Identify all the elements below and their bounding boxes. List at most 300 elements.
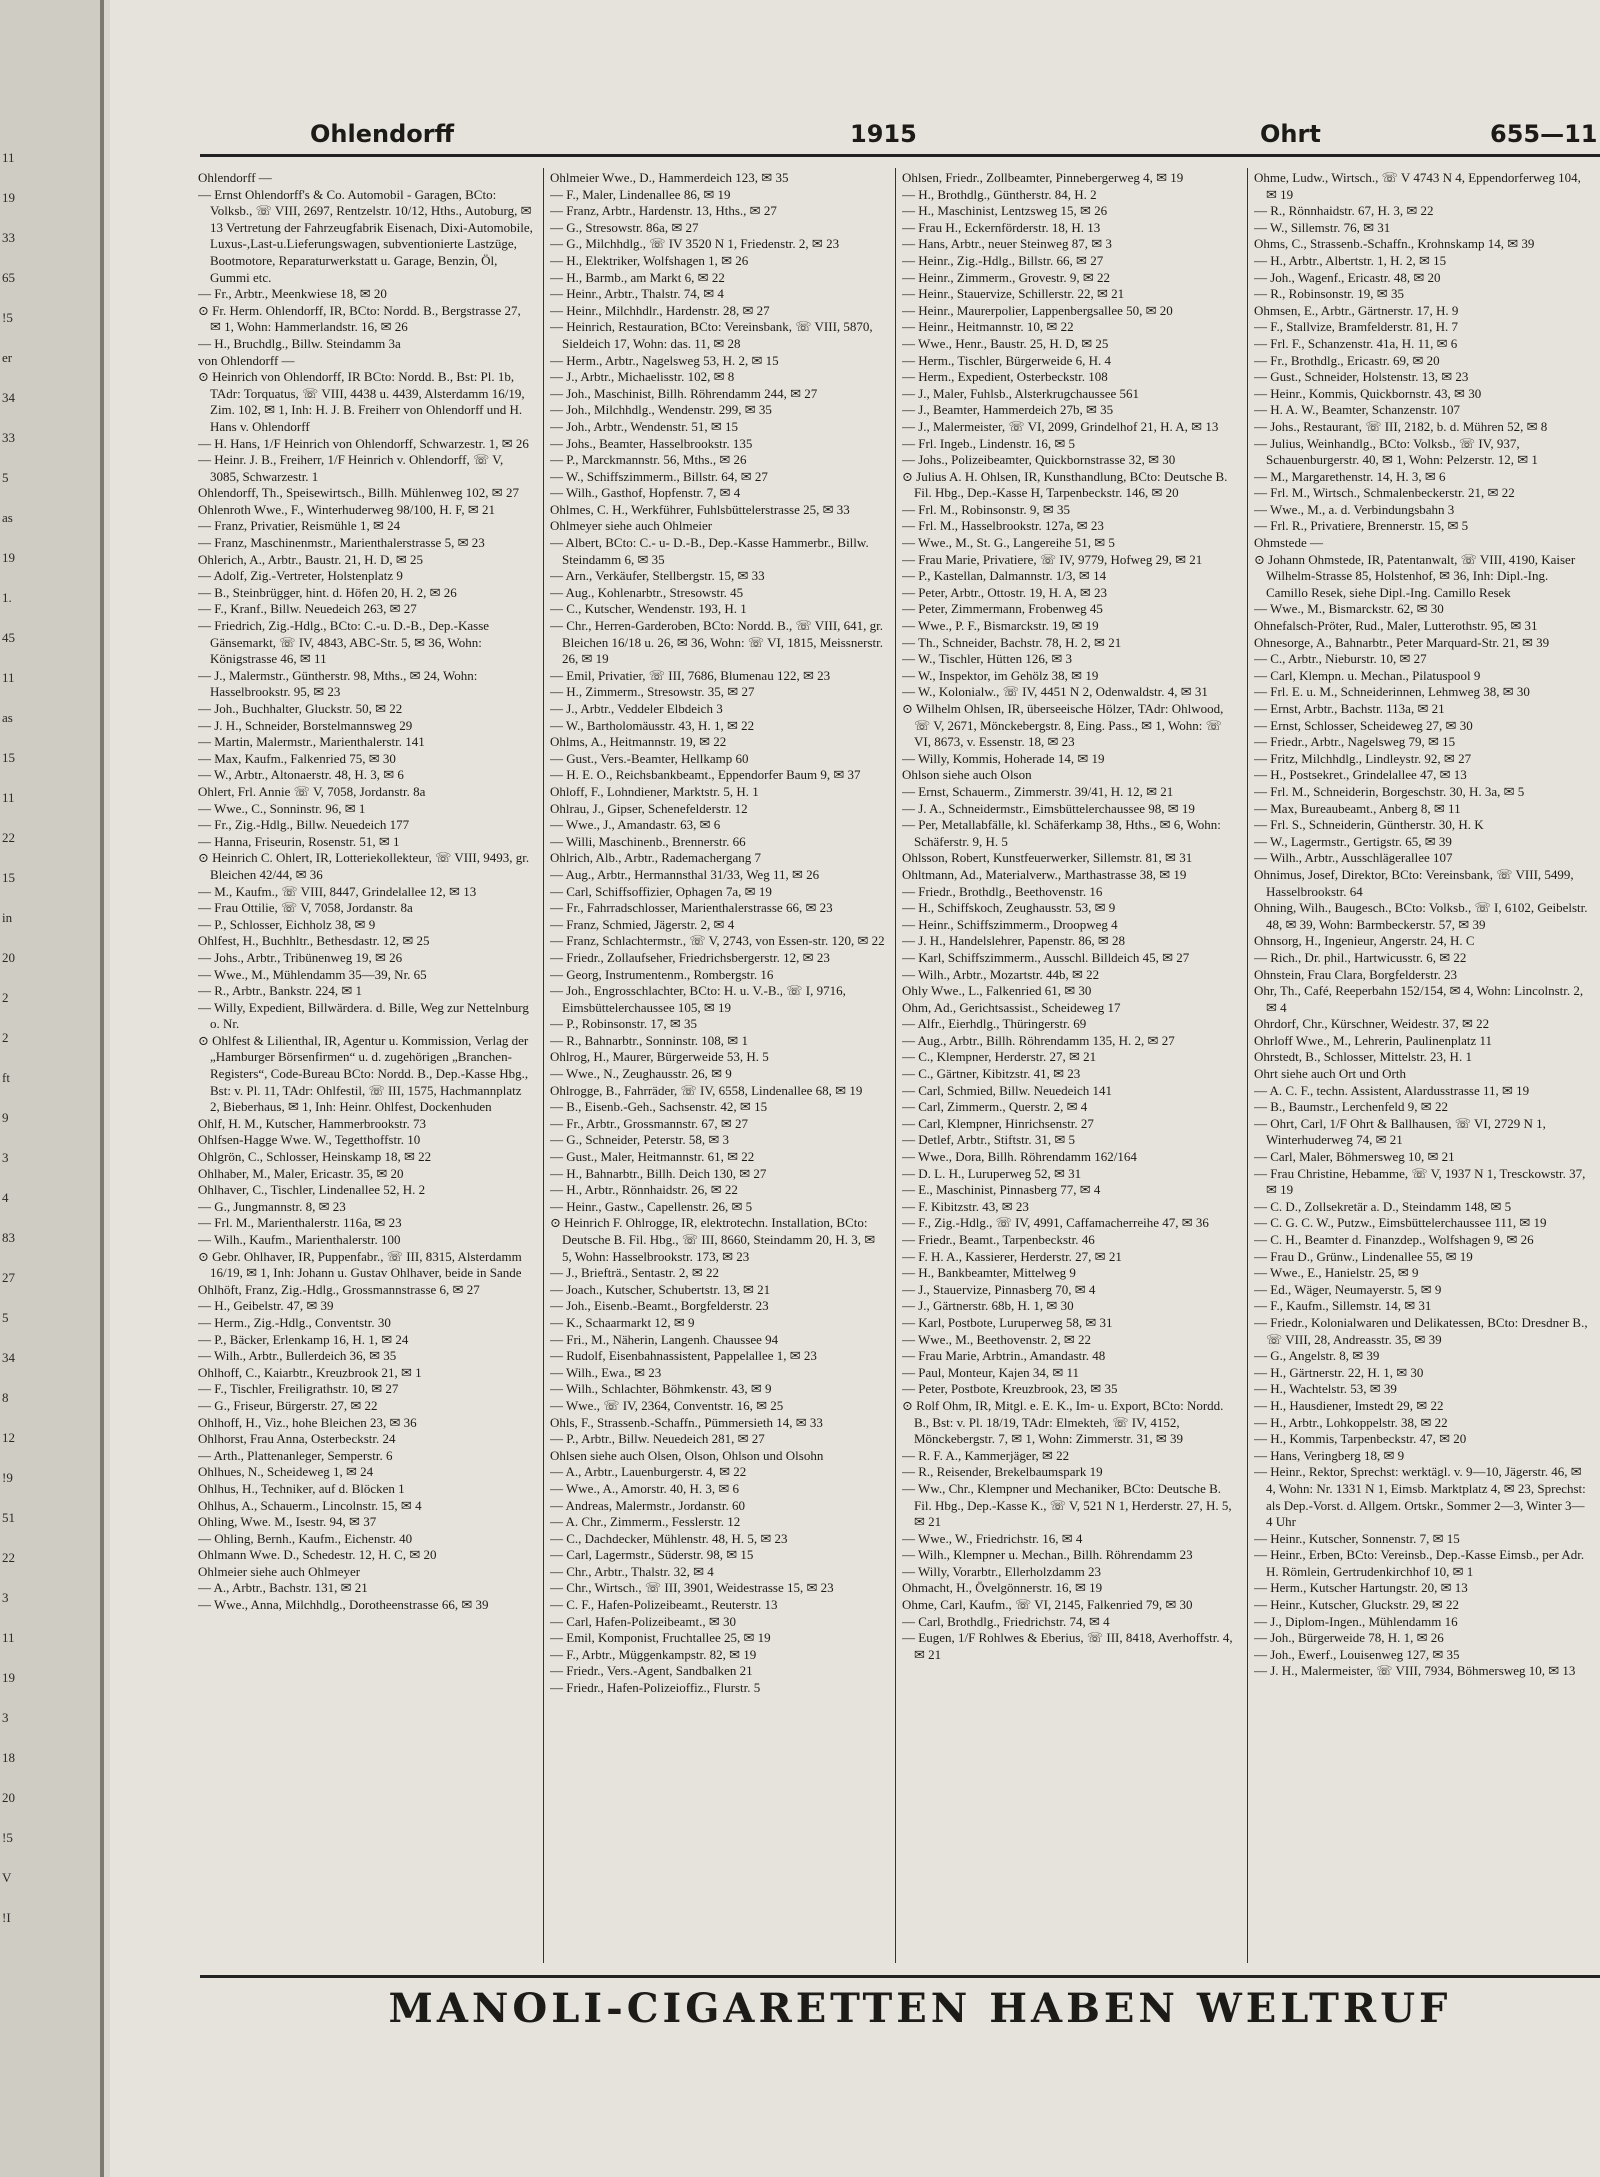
directory-entry: — H., Elektriker, Wolfshagen 1, ✉ 26 (550, 252, 749, 268)
column-3 (902, 170, 1238, 1970)
directory-entry: Ohmstede — (1254, 535, 1323, 551)
directory-entry: — Arth., Plattenanleger, Semperstr. 6 (198, 1447, 393, 1463)
directory-entry: — Heinr., Kutscher, Gluckstr. 29, ✉ 22 (1254, 1597, 1459, 1613)
directory-entry: — Hans, Arbtr., neuer Steinweg 87, ✉ 3 (902, 236, 1112, 252)
margin-fragment: 15 (2, 870, 15, 885)
directory-entry: Ohlhöft, Franz, Zig.-Hdlg., Grossmannstrasse 6, ✉ 27 (198, 1281, 480, 1297)
directory-entry: — J., Maler, Fuhlsb., Alsterkrugchaussee 561 (902, 385, 1140, 401)
directory-entry: — Andreas, Malermstr., Jordanstr. 60 (550, 1497, 745, 1513)
directory-entry: — H., Arbtr., Lohkoppelstr. 38, ✉ 22 (1254, 1414, 1448, 1430)
directory-entry: — Fri., M., Näherin, Langenh. Chaussee 94 (550, 1331, 779, 1347)
margin-fragment: 8 (2, 1390, 9, 1405)
directory-entry: — Frau Marie, Arbtrin., Amandastr. 48 (902, 1348, 1106, 1364)
directory-entry: — Carl, Brothdlg., Friedrichstr. 74, ✉ 4 (902, 1613, 1110, 1629)
directory-entry: Ohnefalsch-Pröter, Rud., Maler, Lutterothstr. 95, ✉ 31 (1254, 618, 1538, 634)
directory-entry: — Johs., Arbtr., Tribünenweg 19, ✉ 26 (198, 949, 403, 965)
directory-entry: — Max, Kaufm., Falkenried 75, ✉ 30 (198, 750, 396, 766)
directory-entry: — Heinr., Gastw., Capellenstr. 26, ✉ 5 (550, 1198, 753, 1214)
margin-fragment: er (2, 350, 13, 365)
directory-entry: — Wwe., W., Friedrichstr. 16, ✉ 4 (902, 1530, 1083, 1546)
directory-entry: Ohnstein, Frau Clara, Borgfelderstr. 23 (1254, 966, 1458, 982)
directory-entry: Ohlf, H. M., Kutscher, Hammerbrookstr. 73 (198, 1115, 427, 1131)
directory-entry: — Albert, BCto: C.- u- D.-B., Dep.-Kasse Hammerbr., Billw. Steindamm 6, ✉ 35 (550, 535, 869, 567)
directory-entry: — Ww., Chr., Klempner und Mechaniker, BCto: Deutsche B. Fil. Hbg., Dep.-Kasse K., ☏ V, 521 N 1, Herderstr. 27, H. 5, ✉ 21 (902, 1480, 1232, 1530)
directory-entry: — Johs., Beamter, Hasselbrookstr. 135 (550, 435, 753, 451)
directory-entry: — Heinr., Kommis, Quickbornstr. 43, ✉ 30 (1254, 385, 1482, 401)
directory-entry: — Joh., Maschinist, Billh. Röhrendamm 244, ✉ 27 (550, 385, 818, 401)
directory-entry: — J., Diplom-Ingen., Mühlendamm 16 (1254, 1613, 1458, 1629)
directory-entry: — Frl. S., Schneiderin, Güntherstr. 30, H. K (1254, 817, 1484, 833)
directory-entry: Ohrstedt, B., Schlosser, Mittelstr. 23, H. 1 (1254, 1049, 1472, 1065)
directory-entry: — Frl. M., Schneiderin, Borgeschstr. 30, H. 3a, ✉ 5 (1254, 783, 1525, 799)
directory-entry: — R., Arbtr., Bankstr. 224, ✉ 1 (198, 983, 363, 999)
directory-entry: — M., Kaufm., ☏ VIII, 8447, Grindelallee 12, ✉ 13 (198, 883, 477, 899)
directory-entry: Ohlmeier Wwe., D., Hammerdeich 123, ✉ 35 (550, 170, 789, 185)
margin-fragment: 12 (2, 1430, 15, 1445)
directory-entry: — Rich., Dr. phil., Hartwicusstr. 6, ✉ 22 (1254, 949, 1467, 965)
directory-entry: — Joh., Arbtr., Wendenstr. 51, ✉ 15 (550, 418, 738, 434)
directory-entry: — J., Gärtnerstr. 68b, H. 1, ✉ 30 (902, 1298, 1074, 1314)
directory-entry: — H. E. O., Reichsbankbeamt., Eppendorfer Baum 9, ✉ 37 (550, 767, 861, 783)
directory-entry: — Franz, Schmied, Jägerstr. 2, ✉ 4 (550, 916, 735, 932)
directory-entry: — H. Hans, 1/F Heinrich von Ohlendorff, Schwarzestr. 1, ✉ 26 (198, 435, 529, 451)
directory-entry: — Chr., Herren-Garderoben, BCto: Nordd. B., ☏ VIII, 641, gr. Bleichen 16/18 u. 26, ✉ 36, Wohn: ☏ VI, 1815, Meissnerstr. 26, ✉ 19 (550, 618, 884, 667)
margin-fragment: 15 (2, 750, 15, 765)
directory-entry: — P., Schlosser, Eichholz 38, ✉ 9 (198, 916, 376, 932)
directory-entry: — B., Eisenb.-Geh., Sachsenstr. 42, ✉ 15 (550, 1099, 768, 1115)
directory-entry: — Frau D., Grünw., Lindenallee 55, ✉ 19 (1254, 1248, 1473, 1264)
directory-entry: — Carl, Schmied, Billw. Neuedeich 141 (902, 1082, 1113, 1098)
directory-entry: — Gust., Maler, Heitmannstr. 61, ✉ 22 (550, 1149, 755, 1165)
directory-entry: — Friedr., Hafen-Polizeioffiz., Flurstr. 5 (550, 1680, 761, 1696)
directory-entry: — W., Lagermstr., Gertigstr. 65, ✉ 39 (1254, 833, 1452, 849)
directory-entry: — Frl. Ingeb., Lindenstr. 16, ✉ 5 (902, 435, 1076, 451)
directory-entry: — Frau Ottilie, ☏ V, 7058, Jordanstr. 8a (198, 900, 413, 916)
margin-fragment: V (2, 1870, 12, 1885)
directory-entry: — H., Hausdiener, Imstedt 29, ✉ 22 (1254, 1397, 1444, 1413)
directory-entry: — Carl, Zimmerm., Querstr. 2, ✉ 4 (902, 1099, 1088, 1115)
directory-entry: — Herm., Tischler, Bürgerweide 6, H. 4 (902, 352, 1112, 368)
directory-entry: Ohrdorf, Chr., Kürschner, Weidestr. 37, ✉ 22 (1254, 1016, 1490, 1032)
directory-entry: Ohlfsen-Hagge Wwe. W., Tegetthoffstr. 10 (198, 1132, 421, 1148)
directory-entry: — Johs., Restaurant, ☏ III, 2182, b. d. Mühren 52, ✉ 8 (1254, 418, 1548, 434)
directory-entry: — R., Reisender, Brekelbaumspark 19 (902, 1464, 1103, 1480)
column-1 (198, 170, 534, 1970)
directory-entry: — H., Bahnarbtr., Billh. Deich 130, ✉ 27 (550, 1165, 767, 1181)
directory-page (110, 0, 1600, 2177)
directory-entry: ⊙ Wilhelm Ohlsen, IR, überseeische Hölzer, TAdr: Ohlwood, ☏ V, 2671, Mönckebergstr. 8, Eing. Pass., ✉ 1, Wohn: ☏ VI, 8673, v. Essenstr. 18, ✉ 23 (902, 701, 1224, 750)
directory-entry: — H., Geibelstr. 47, ✉ 39 (198, 1298, 334, 1314)
directory-entry: ⊙ Heinrich C. Ohlert, IR, Lotteriekollekteur, ☏ VIII, 9493, gr. Bleichen 42/44, ✉ 36 (198, 850, 530, 882)
directory-entry: — G., Angelstr. 8, ✉ 39 (1254, 1348, 1380, 1364)
directory-entry: — Emil, Privatier, ☏ III, 7686, Blumenau 122, ✉ 23 (550, 667, 831, 683)
directory-entry: — F., Kaufm., Sillemstr. 14, ✉ 31 (1254, 1298, 1432, 1314)
directory-entry: — C., Kutscher, Wendenstr. 193, H. 1 (550, 601, 747, 617)
directory-entry: Ohlendorff — (198, 170, 272, 185)
directory-entry: — F., Zig.-Hdlg., ☏ IV, 4991, Caffamacherreihe 47, ✉ 36 (902, 1215, 1209, 1231)
directory-entry: — Chr., Wirtsch., ☏ III, 3901, Weidestrasse 15, ✉ 23 (550, 1580, 834, 1596)
directory-entry: Ohlmann Wwe. D., Schedestr. 12, H. C, ✉ 20 (198, 1547, 437, 1563)
directory-entry: — Ed., Wäger, Neumayerstr. 5, ✉ 9 (1254, 1281, 1442, 1297)
directory-entry: — Friedr., Vers.-Agent, Sandbalken 21 (550, 1663, 753, 1679)
directory-entry: — Franz, Schlachtermstr., ☏ V, 2743, von Essen-str. 120, ✉ 22 (550, 933, 885, 949)
margin-fragment: 34 (2, 390, 15, 405)
directory-entry: — Ernst, Arbtr., Bachstr. 113a, ✉ 21 (1254, 701, 1445, 716)
directory-entry: — Heinr. J. B., Freiherr, 1/F Heinrich v. Ohlendorff, ☏ V, 3085, Schwarzestr. 1 (198, 452, 504, 484)
directory-entry: Ohlhoff, H., Viz., hohe Bleichen 23, ✉ 36 (198, 1414, 417, 1430)
directory-entry: — Fr., Fahrradschlosser, Marienthalerstrasse 66, ✉ 23 (550, 900, 833, 916)
directory-entry: — Wilh., Schlachter, Böhmkenstr. 43, ✉ 9 (550, 1381, 772, 1397)
directory-entry: — D. L. H., Luruperweg 52, ✉ 31 (902, 1165, 1082, 1181)
directory-entry: — J. A., Schneidermstr., Eimsbüttelerchaussee 98, ✉ 19 (902, 800, 1195, 816)
directory-entry: — J. H., Schneider, Borstelmannsweg 29 (198, 717, 413, 733)
margin-fragment: 33 (2, 430, 15, 445)
directory-entry: Ohlhues, N., Scheideweg 1, ✉ 24 (198, 1464, 374, 1480)
margin-fragment: 9 (2, 1110, 9, 1125)
directory-entry: — Detlef, Arbtr., Stiftstr. 31, ✉ 5 (902, 1132, 1076, 1148)
directory-entry: — A. Chr., Zimmerm., Fesslerstr. 12 (550, 1514, 741, 1530)
directory-entry: — Heinr., Kutscher, Sonnenstr. 7, ✉ 15 (1254, 1530, 1460, 1546)
directory-entry: Ohlrogge, B., Fahrräder, ☏ IV, 6558, Lindenallee 68, ✉ 19 (550, 1082, 863, 1098)
margin-fragment: 22 (2, 1550, 15, 1565)
directory-entry: — Emil, Komponist, Fruchtallee 25, ✉ 19 (550, 1630, 771, 1646)
directory-entry: — Wilh., Klempner u. Mechan., Billh. Röhrendamm 23 (902, 1547, 1193, 1563)
directory-entry: — C., Klempner, Herderstr. 27, ✉ 21 (902, 1049, 1097, 1065)
directory-entry: — Fr., Zig.-Hdlg., Billw. Neuedeich 177 (198, 817, 410, 833)
directory-entry: — Wwe., Henr., Baustr. 25, H. D, ✉ 25 (902, 335, 1109, 351)
directory-entry: — B., Baumstr., Lerchenfeld 9, ✉ 22 (1254, 1099, 1448, 1115)
directory-entry: — G., Milchhdlg., ☏ IV 3520 N 1, Friedenstr. 2, ✉ 23 (550, 236, 840, 252)
directory-entry: — Friedr., Beamt., Tarpenbeckstr. 46 (902, 1232, 1095, 1247)
directory-entry: — Fr., Arbtr., Meenkwiese 18, ✉ 20 (198, 286, 387, 302)
directory-entry: — Aug., Arbtr., Hermannsthal 31/33, Weg 11, ✉ 26 (550, 866, 820, 882)
directory-entry: — P., Marckmannstr. 56, Mths., ✉ 26 (550, 452, 747, 468)
directory-entry: — Joach., Kutscher, Schubertstr. 13, ✉ 21 (550, 1281, 771, 1297)
directory-entry: Ohmacht, H., Övelgönnerstr. 16, ✉ 19 (902, 1580, 1103, 1596)
margin-fragment: 11 (2, 790, 15, 805)
directory-entry: — G., Friseur, Bürgerstr. 27, ✉ 22 (198, 1397, 378, 1413)
directory-entry: — H., Wachtelstr. 53, ✉ 39 (1254, 1381, 1397, 1397)
directory-entry: Ohlms, A., Heitmannstr. 19, ✉ 22 (550, 734, 727, 750)
directory-entry: — Wwe., M., Bismarckstr. 62, ✉ 30 (1254, 601, 1444, 617)
directory-entry: Ohlhus, A., Schauerm., Lincolnstr. 15, ✉ 4 (198, 1497, 422, 1513)
margin-fragment: 20 (2, 950, 15, 965)
directory-entry: Ohlhoff, C., Kaiarbtr., Kreuzbrook 21, ✉ 1 (198, 1364, 422, 1380)
directory-entry: — Wwe., P. F., Bismarckstr. 19, ✉ 19 (902, 618, 1099, 634)
directory-entry: Ohlrich, Alb., Arbtr., Rademachergang 7 (550, 850, 761, 866)
directory-entry: Ohm, Ad., Gerichtsassist., Scheideweg 17 (902, 999, 1121, 1015)
directory-entry: — K., Schaarmarkt 12, ✉ 9 (550, 1314, 695, 1330)
margin-fragment: 11 (2, 150, 15, 165)
directory-entry: — Carl, Lagermstr., Süderstr. 98, ✉ 15 (550, 1547, 754, 1563)
directory-entry: — Joh., Ewerf., Louisenweg 127, ✉ 35 (1254, 1646, 1460, 1662)
directory-entry: — Heinr., Zimmerm., Grovestr. 9, ✉ 22 (902, 269, 1111, 285)
directory-entry: — Franz, Arbtr., Hardenstr. 13, Hths., ✉ 27 (550, 203, 777, 219)
directory-entry: Ohlerich, A., Arbtr., Baustr. 21, H. D, ✉ 25 (198, 551, 424, 567)
margin-fragment: 27 (2, 1270, 15, 1285)
directory-entry: — W., Tischler, Hütten 126, ✉ 3 (902, 651, 1072, 667)
directory-entry: — W., Inspektor, im Gehölz 38, ✉ 19 (902, 667, 1099, 683)
bottom-rule (200, 1975, 1600, 1978)
directory-entry: — Heinr., Heitmannstr. 10, ✉ 22 (902, 319, 1074, 335)
directory-entry: — Karl, Postbote, Luruperweg 58, ✉ 31 (902, 1314, 1113, 1330)
directory-entry: — Heinr., Rektor, Sprechst: werktägl. v. 9—10, Jägerstr. 46, ✉ 4, Wohn: Nr. 1331 N 1, Eimsb. Marktplatz 4, ✉ 23, Sprechst: als Dep.-Vorst. d. Allgem. Ortskr., Sommer 2—3, Winter 3—4 Uhr (1254, 1464, 1586, 1530)
directory-entry: — Frl. M., Hasselbrookstr. 127a, ✉ 23 (902, 518, 1104, 534)
directory-entry: ⊙ Heinrich F. Ohlrogge, IR, elektrotechn. Installation, BCto: Deutsche B. Fil. Hbg., ☏ III, 8660, Steindamm 20, H. 3, ✉ 5, Wohn: Hasselbrookstr. 173, ✉ 23 (550, 1215, 876, 1264)
directory-entry: — Herm., Expedient, Osterbeckstr. 108 (902, 369, 1108, 385)
directory-entry: — J. H., Handelslehrer, Papenstr. 86, ✉ 28 (902, 933, 1126, 949)
directory-entry: — Willy, Kommis, Hoherade 14, ✉ 19 (902, 750, 1105, 766)
margin-fragment: 19 (2, 550, 15, 565)
directory-entry: Ohnesorge, A., Bahnarbtr., Peter Marquard-Str. 21, ✉ 39 (1254, 634, 1550, 650)
directory-entry: — Wwe., M., a. d. Verbindungsbahn 3 (1254, 501, 1455, 517)
margin-fragment: 20 (2, 1790, 15, 1805)
directory-entry: Ohme, Ludw., Wirtsch., ☏ V 4743 N 4, Eppendorferweg 104, ✉ 19 (1254, 170, 1581, 202)
directory-entry: Ohlenroth Wwe., F., Winterhuderweg 98/100, H. F, ✉ 21 (198, 501, 496, 517)
directory-entry: — Eugen, 1/F Rohlwes & Eberius, ☏ III, 8418, Averhoffstr. 4, ✉ 21 (902, 1630, 1233, 1662)
directory-entry: — Fritz, Milchhdlg., Lindleystr. 92, ✉ 27 (1254, 750, 1472, 766)
directory-entry: Ohlmeier siehe auch Ohlmeyer (198, 1563, 361, 1579)
margin-fragment: 83 (2, 1230, 15, 1245)
directory-entry: — Joh., Milchhdlg., Wendenstr. 299, ✉ 35 (550, 402, 772, 418)
directory-entry: — Wilh., Kaufm., Marienthalerstr. 100 (198, 1232, 401, 1247)
directory-entry: Ohlgrön, C., Schlosser, Heinskamp 18, ✉ 22 (198, 1149, 432, 1165)
directory-entry: — Friedrich, Zig.-Hdlg., BCto: C.-u. D.-B., Dep.-Kasse Gänsemarkt, ☏ IV, 4843, ABC-Str. 5, ✉ 36, Wohn: Königstrasse 46, ✉ 11 (198, 618, 490, 667)
margin-fragment: 22 (2, 830, 15, 845)
margin-fragment: 34 (2, 1350, 15, 1365)
directory-entry: — Ernst Ohlendorff's & Co. Automobil - Garagen, BCto: Volksb., ☏ VIII, 2697, Rentzelstr. 10/12, Hths., Autoburg, ✉ 13 Vertretung der Fahrzeugfabrik Eisenach, Dixi-Automobile, Luxus-,Last-u.Lieferungswagen, subventionierte Lastzüge, Bootmotore, Reparaturwerkstatt u. Garage, Benzin, Öl, Gummi etc. (198, 186, 533, 285)
directory-entry: — J., Briefträ., Sentastr. 2, ✉ 22 (550, 1265, 720, 1281)
directory-entry: — Ernst, Schlosser, Scheideweg 27, ✉ 30 (1254, 717, 1473, 733)
directory-entry: Ohlert, Frl. Annie ☏ V, 7058, Jordanstr. 8a (198, 783, 426, 799)
directory-entry: — Frl. F., Schanzenstr. 41a, H. 11, ✉ 6 (1254, 335, 1458, 351)
directory-entry: — J., Malermstr., Güntherstr. 98, Mths., ✉ 24, Wohn: Hasselbrookstr. 95, ✉ 23 (198, 667, 478, 700)
directory-entry: — Ohling, Bernh., Kaufm., Eichenstr. 40 (198, 1530, 413, 1546)
directory-entry: — H., Gärtnerstr. 22, H. 1, ✉ 30 (1254, 1364, 1424, 1380)
directory-entry: — Heinr., Erben, BCto: Vereinsb., Dep.-Kasse Eimsb., per Adr. H. Römlein, Gertrudenkirchhof 10, ✉ 1 (1254, 1547, 1585, 1579)
directory-entry: Ohloff, F., Lohndiener, Marktstr. 5, H. 1 (550, 783, 759, 799)
margin-fragment: ft (2, 1070, 10, 1085)
directory-entry: ⊙ Heinrich von Ohlendorff, IR BCto: Nordd. B., Bst: Pl. 1b, TAdr: Torquatus, ☏ VIII, 4438 u. 4439, Alsterdamm 16/19, Zim. 102, ✉ 1, Inh: H. J. B. Freiherr von Ohlendorff und H. Hans v. Ohlendorff (198, 369, 525, 434)
margin-fragment: !9 (2, 1470, 13, 1485)
header-year: 1915 (850, 120, 917, 148)
directory-entry: — G., Schneider, Peterstr. 58, ✉ 3 (550, 1132, 729, 1148)
directory-entry: Ohms, C., Strassenb.-Schaffn., Krohnskamp 14, ✉ 39 (1254, 236, 1535, 252)
directory-entry: — W., Schiffszimmerm., Billstr. 64, ✉ 27 (550, 468, 768, 484)
margin-fragment: 3 (2, 1590, 9, 1605)
margin-fragment: !5 (2, 1830, 13, 1845)
directory-entry: Ohlhaber, M., Maler, Ericastr. 35, ✉ 20 (198, 1165, 404, 1181)
directory-entry: — Johs., Polizeibeamter, Quickbornstrasse 32, ✉ 30 (902, 452, 1176, 468)
directory-entry: — M., Margarethenstr. 14, H. 3, ✉ 6 (1254, 468, 1446, 484)
directory-entry: — Adolf, Zig.-Vertreter, Holstenplatz 9 (198, 568, 403, 584)
column-2 (550, 170, 886, 1970)
directory-entry: — R., Bahnarbtr., Sonninstr. 108, ✉ 1 (550, 1032, 748, 1048)
directory-entry: — Chr., Arbtr., Thalstr. 32, ✉ 4 (550, 1563, 714, 1579)
directory-entry: — Per, Metallabfälle, kl. Schäferkamp 38, Hths., ✉ 6, Wohn: Schäferstr. 9, H. 5 (902, 817, 1221, 849)
directory-entry: — H., Schiffskoch, Zeughausstr. 53, ✉ 9 (902, 900, 1116, 916)
directory-entry: Ohly Wwe., L., Falkenried 61, ✉ 30 (902, 983, 1092, 999)
directory-entry: Ohlfest, H., Buchhltr., Bethesdastr. 12, ✉ 25 (198, 933, 430, 949)
directory-entry: — J., Malermeister, ☏ VI, 2099, Grindelhof 21, H. A, ✉ 13 (902, 418, 1219, 434)
directory-entry: ⊙ Gebr. Ohlhaver, IR, Puppenfabr., ☏ III, 8315, Alsterdamm 16/19, ✉ 1, Inh: Johann u. Gustav Ohlhaver, beide in Sande (198, 1248, 522, 1281)
directory-entry: — Frl. M., Robinsonstr. 9, ✉ 35 (902, 501, 1070, 517)
directory-entry: — F., Arbtr., Müggenkampstr. 82, ✉ 19 (550, 1646, 757, 1662)
directory-entry: — Carl, Maler, Böhmersweg 10, ✉ 21 (1254, 1149, 1455, 1165)
directory-entry: — A., Arbtr., Lauenburgerstr. 4, ✉ 22 (550, 1464, 747, 1480)
directory-entry: — Peter, Postbote, Kreuzbrook, 23, ✉ 35 (902, 1381, 1118, 1397)
directory-entry: — Frl. R., Privatiere, Brennerstr. 15, ✉ 5 (1254, 518, 1469, 534)
directory-entry: — Heinr., Zig.-Hdlg., Billstr. 66, ✉ 27 (902, 252, 1104, 268)
directory-entry: — Frau Christine, Hebamme, ☏ V, 1937 N 1, Tresckowstr. 37, ✉ 19 (1254, 1165, 1586, 1198)
directory-entry: — R., Robinsonstr. 19, ✉ 35 (1254, 286, 1404, 302)
directory-entry: — Heinr., Stauervize, Schillerstr. 22, ✉ 21 (902, 286, 1125, 302)
directory-entry: — Heinr., Maurerpolier, Lappenbergsallee 50, ✉ 20 (902, 302, 1173, 318)
directory-entry: — W., Kolonialw., ☏ IV, 4451 N 2, Odenwaldstr. 4, ✉ 31 (902, 684, 1208, 700)
header-left-keyword: Ohlendorff (310, 120, 455, 148)
directory-entry: — H., Brothdlg., Güntherstr. 84, H. 2 (902, 186, 1097, 202)
directory-entry: — Herm., Zig.-Hdlg., Conventstr. 30 (198, 1314, 391, 1330)
directory-entry: — J. H., Malermeister, ☏ VIII, 7934, Böhmersweg 10, ✉ 13 (1254, 1663, 1576, 1679)
margin-fragment: !5 (2, 310, 13, 325)
directory-entry: — F. H. A., Kassierer, Herderstr. 27, ✉ 21 (902, 1248, 1122, 1264)
directory-entry: Ohlsen, Friedr., Zollbeamter, Pinnebergerweg 4, ✉ 19 (902, 170, 1184, 185)
directory-entry: ⊙ Fr. Herm. Ohlendorff, IR, BCto: Nordd. B., Bergstrasse 27, ✉ 1, Wohn: Hammerlandstr. 16, ✉ 26 (198, 302, 521, 335)
margin-fragment: 18 (2, 1750, 15, 1765)
directory-entry: Ohning, Wilh., Baugesch., BCto: Volksb., ☏ I, 6102, Geibelstr. 48, ✉ 39, Wohn: Barmbeckerstr. 57, ✉ 39 (1254, 900, 1588, 932)
directory-entry: — F., Tischler, Freiligrathstr. 10, ✉ 27 (198, 1381, 399, 1397)
directory-entry: — Wilh., Arbtr., Bullerdeich 36, ✉ 35 (198, 1348, 397, 1364)
margin-fragment: as (2, 710, 13, 725)
directory-entry: — J., Stauervize, Pinnasberg 70, ✉ 4 (902, 1281, 1096, 1297)
directory-entry: — Julius, Weinhandlg., BCto: Volksb., ☏ IV, 937, Schauenburgerstr. 40, ✉ 1, Wohn: Pelzerstr. 12, ✉ 1 (1254, 435, 1538, 468)
directory-entry: — Wwe., J., Amandastr. 63, ✉ 6 (550, 817, 721, 833)
directory-entry: — Arn., Verkäufer, Stellbergstr. 15, ✉ 33 (550, 568, 765, 584)
directory-entry: — Peter, Zimmermann, Frobenweg 45 (902, 601, 1103, 617)
directory-entry: — Peter, Arbtr., Ottostr. 19, H. A, ✉ 23 (902, 584, 1108, 600)
directory-entry: — Wwe., ☏ IV, 2364, Conventstr. 16, ✉ 25 (550, 1397, 784, 1413)
directory-entry: — Heinr., Schiffszimmerm., Droopweg 4 (902, 916, 1118, 932)
directory-entry: ⊙ Julius A. H. Ohlsen, IR, Kunsthandlung, BCto: Deutsche B. Fil. Hbg., Dep.-Kasse H, Tarpenbeckstr. 146, ✉ 20 (902, 468, 1228, 501)
margin-fragment: 3 (2, 1150, 9, 1165)
directory-entry: — Ernst, Schauerm., Zimmerstr. 39/41, H. 12, ✉ 21 (902, 783, 1174, 799)
margin-fragment: 11 (2, 670, 15, 685)
directory-entry: Ohr, Th., Café, Reeperbahn 152/154, ✉ 4, Wohn: Lincolnstr. 2, ✉ 4 (1254, 983, 1584, 1015)
directory-entry: Ohme, Carl, Kaufm., ☏ VI, 2145, Falkenried 79, ✉ 30 (902, 1597, 1193, 1613)
directory-entry: Ohrt siehe auch Ort und Orth (1254, 1066, 1406, 1082)
directory-entry: Ohlendorff, Th., Speisewirtsch., Billh. Mühlenweg 102, ✉ 27 (198, 485, 519, 501)
directory-entry: — Wilh., Arbtr., Ausschlägerallee 107 (1254, 850, 1453, 866)
directory-entry: Ohlrog, H., Maurer, Bürgerweide 53, H. 5 (550, 1049, 769, 1065)
margin-fragment: 19 (2, 190, 15, 205)
directory-entry: Ohnsorg, H., Ingenieur, Angerstr. 24, H. C (1254, 933, 1475, 949)
directory-entry: — Wwe., M., St. G., Langereihe 51, ✉ 5 (902, 535, 1115, 551)
directory-entry: — Wwe., N., Zeughausstr. 26, ✉ 9 (550, 1066, 732, 1082)
directory-entry: — H., Bruchdlg., Billw. Steindamm 3a (198, 335, 401, 351)
directory-entry: — F. Kibitzstr. 43, ✉ 23 (902, 1198, 1029, 1214)
directory-entry: Ohlhus, H., Techniker, auf d. Blöcken 1 (198, 1480, 405, 1496)
previous-page-strip (0, 0, 104, 2177)
directory-entry: — Gust., Schneider, Holstenstr. 13, ✉ 23 (1254, 369, 1469, 385)
margin-fragment: !I (2, 1910, 11, 1925)
directory-entry: — Wilh., Ewa., ✉ 23 (550, 1364, 662, 1380)
directory-entry: — P., Robinsonstr. 17, ✉ 35 (550, 1016, 698, 1032)
directory-entry: — C., Dachdecker, Mühlenstr. 48, H. 5, ✉ 23 (550, 1530, 788, 1546)
directory-entry: — F., Maler, Lindenallee 86, ✉ 19 (550, 186, 731, 202)
directory-entry: — Joh., Bürgerweide 78, H. 1, ✉ 26 (1254, 1630, 1444, 1646)
directory-entry: — Aug., Arbtr., Billh. Röhrendamm 135, H. 2, ✉ 27 (902, 1032, 1175, 1048)
directory-entry: — C. H., Beamter d. Finanzdep., Wolfshagen 9, ✉ 26 (1254, 1232, 1534, 1247)
directory-entry: — C. F., Hafen-Polizeibeamt., Reuterstr. 13 (550, 1597, 778, 1613)
column-4 (1254, 170, 1590, 1970)
margin-fragment: 51 (2, 1510, 15, 1525)
directory-entry: — Friedr., Arbtr., Nagelsweg 79, ✉ 15 (1254, 734, 1456, 750)
directory-entry: — G., Jungmannstr. 8, ✉ 23 (198, 1198, 346, 1214)
directory-entry: — J., Arbtr., Veddeler Elbdeich 3 (550, 701, 723, 716)
directory-entry: — Wwe., E., Hanielstr. 25, ✉ 9 (1254, 1265, 1419, 1281)
directory-entry: — W., Sillemstr. 76, ✉ 31 (1254, 219, 1391, 235)
directory-entry: — C., Gärtner, Kibitzstr. 41, ✉ 23 (902, 1066, 1081, 1082)
margin-fragment: as (2, 510, 13, 525)
directory-entry: — H., Zimmerm., Stresowstr. 35, ✉ 27 (550, 684, 755, 700)
directory-entry: — Joh., Eisenb.-Beamt., Borgfelderstr. 23 (550, 1298, 769, 1314)
directory-entry: — H. A. W., Beamter, Schanzenstr. 107 (1254, 402, 1461, 418)
directory-entry: — H., Kommis, Tarpenbeckstr. 47, ✉ 20 (1254, 1431, 1467, 1447)
directory-entry: Ohrloff Wwe., M., Lehrerin, Paulinenplatz 11 (1254, 1032, 1493, 1048)
margin-fragment: 5 (2, 1310, 9, 1325)
margin-fragment: 4 (2, 1190, 9, 1205)
directory-entry: — Carl, Klempner, Hinrichsenstr. 27 (902, 1115, 1094, 1131)
directory-entry: — A., Arbtr., Bachstr. 131, ✉ 21 (198, 1580, 368, 1596)
directory-entry: — Th., Schneider, Bachstr. 78, H. 2, ✉ 21 (902, 634, 1122, 650)
margin-fragment: 3 (2, 1710, 9, 1725)
directory-entry: — Wwe., M., Mühlendamm 35—39, Nr. 65 (198, 966, 427, 982)
directory-entry: — F., Kranf., Billw. Neuedeich 263, ✉ 27 (198, 601, 417, 617)
directory-entry: — Franz, Maschinenmstr., Marienthalerstrasse 5, ✉ 23 (198, 535, 485, 551)
directory-entry: — Friedr., Brothdlg., Beethovenstr. 16 (902, 883, 1103, 899)
margin-fragment: 2 (2, 990, 9, 1005)
margin-fragment: in (2, 910, 13, 925)
directory-entry: — Joh., Buchhalter, Gluckstr. 50, ✉ 22 (198, 701, 403, 716)
directory-entry: — Frl. M., Marienthalerstr. 116a, ✉ 23 (198, 1215, 402, 1231)
directory-entry: — P., Arbtr., Billw. Neuedeich 281, ✉ 27 (550, 1431, 765, 1447)
margin-fragment: 45 (2, 630, 15, 645)
directory-entry: — H., Postsekret., Grindelallee 47, ✉ 13 (1254, 767, 1467, 783)
directory-entry: — Wwe., C., Sonninstr. 96, ✉ 1 (198, 800, 366, 816)
directory-entry: — C. D., Zollsekretär a. D., Steindamm 148, ✉ 5 (1254, 1198, 1512, 1214)
margin-fragment: 19 (2, 1670, 15, 1685)
directory-entry: Ohltmann, Ad., Materialverw., Marthastrasse 38, ✉ 19 (902, 866, 1187, 882)
directory-entry: — Aug., Kohlenarbtr., Stresowstr. 45 (550, 584, 744, 600)
directory-entry: — C. G. C. W., Putzw., Eimsbüttelerchaussee 111, ✉ 19 (1254, 1215, 1547, 1231)
directory-entry: — Joh., Engrosschlachter, BCto: H. u. V.-B., ☏ I, 9716, Eimsbüttelerchaussee 105, ✉ 19 (550, 983, 846, 1015)
directory-entry: Ohlrau, J., Gipser, Schenefelderstr. 12 (550, 800, 748, 816)
directory-entry: — Fr., Brothdlg., Ericastr. 69, ✉ 20 (1254, 352, 1440, 368)
directory-entry: — A. C. F., techn. Assistent, Alardusstrasse 11, ✉ 19 (1254, 1082, 1530, 1098)
directory-entry: — P., Bäcker, Erlenkamp 16, H. 1, ✉ 24 (198, 1331, 409, 1347)
directory-entry: — Hans, Veringberg 18, ✉ 9 (1254, 1447, 1405, 1463)
directory-entry: ⊙ Rolf Ohm, IR, Mitgl. e. E. K., Im- u. Export, BCto: Nordd. B., Bst: v. Pl. 18/19, TAdr: Elmekteh, ☏ IV, 4152, Mönckebergstr. 7, ✉ 1, Wohn: Zimmerstr. 31, ✉ 39 (902, 1397, 1224, 1447)
directory-entry: — Wwe., A., Amorstr. 40, H. 3, ✉ 6 (550, 1480, 740, 1496)
directory-entry: — Max, Bureaubeamt., Anberg 8, ✉ 11 (1254, 800, 1461, 816)
directory-entry: — Willy, Expedient, Billwärdera. d. Bille, Weg zur Nettelnburg o. Nr. (198, 999, 529, 1032)
directory-entry: — Frl. E. u. M., Schneiderinnen, Lehmweg 38, ✉ 30 (1254, 684, 1530, 700)
directory-entry: — E., Maschinist, Pinnasberg 77, ✉ 4 (902, 1182, 1101, 1198)
directory-entry: — Fr., Arbtr., Grossmannstr. 67, ✉ 27 (550, 1115, 748, 1131)
directory-entry: — Karl, Schiffszimmerm., Ausschl. Billdeich 45, ✉ 27 (902, 949, 1190, 965)
directory-entry: ⊙ Johann Ohmstede, IR, Patentanwalt, ☏ VIII, 4190, Kaiser Wilhelm-Strasse 85, Holstenhof, ✉ 36, Inh: Dipl.-Ing. Camillo Resek, siehe Dipl.-Ing. Camillo Resek (1254, 551, 1576, 600)
page-number: 655—11 (1490, 120, 1598, 148)
